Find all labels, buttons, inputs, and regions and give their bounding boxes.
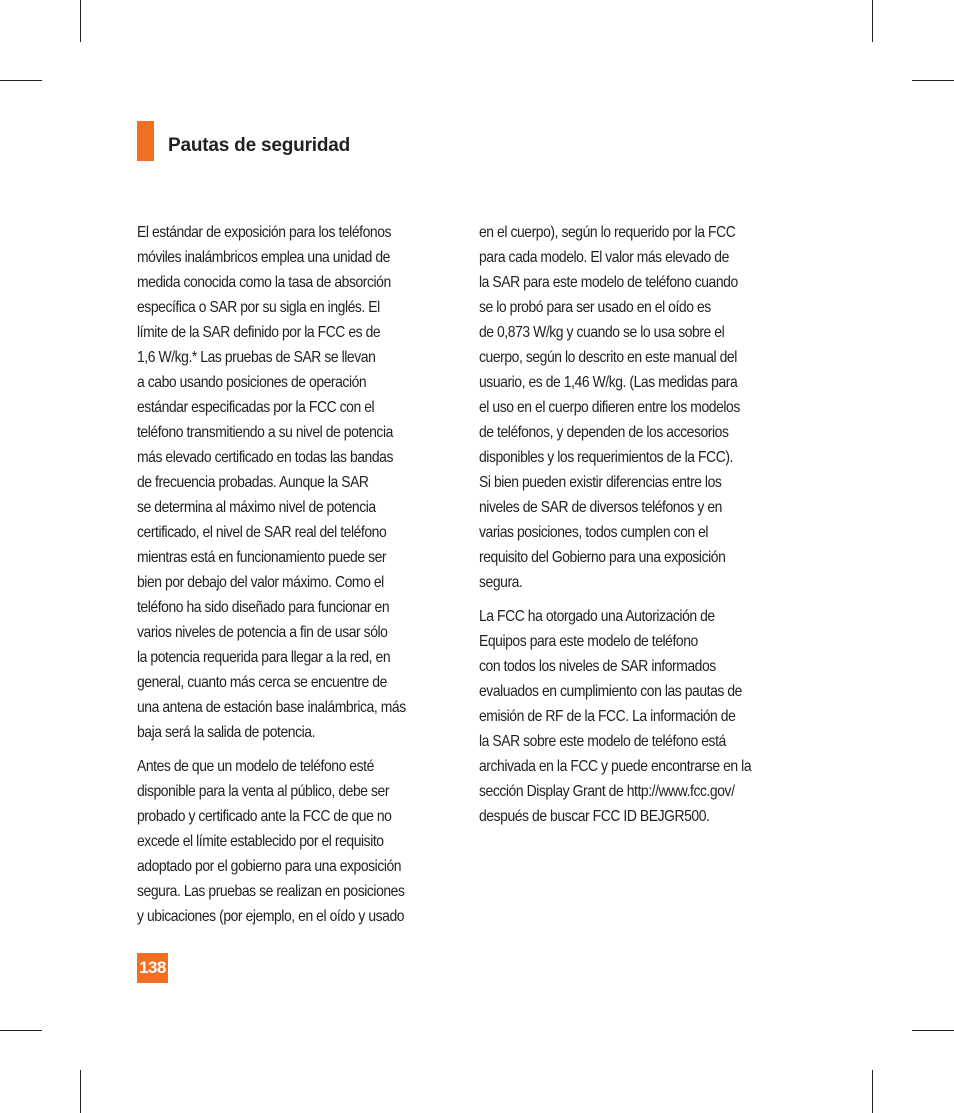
text-line: estándar especificadas por la FCC con el	[137, 399, 375, 416]
crop-mark	[872, 0, 873, 42]
text-line: Equipos para este modelo de teléfono	[479, 633, 698, 650]
text-line: de 0,873 W/kg y cuando se lo usa sobre el	[479, 324, 725, 341]
text-line: segura.	[479, 574, 523, 591]
text-line: específica o SAR por su sigla en inglés. El	[137, 299, 380, 316]
section-accent-bar	[137, 121, 154, 161]
text-line: emisión de RF de la FCC. La información de	[479, 708, 736, 725]
text-line: más elevado certificado en todas las bandas	[137, 449, 393, 466]
text-line: varias posiciones, todos cumplen con el	[479, 524, 709, 541]
text-line: a cabo usando posiciones de operación	[137, 374, 367, 391]
body-paragraph	[137, 220, 406, 745]
crop-mark	[80, 1070, 81, 1113]
text-line: sección Display Grant de http://www.fcc.gov/	[479, 783, 735, 800]
text-line: adoptado por el gobierno para una exposición	[137, 858, 402, 875]
text-line: una antena de estación base inalámbrica, más	[137, 699, 406, 716]
text-line: límite de la SAR definido por la FCC es de	[137, 324, 381, 341]
text-line: se determina al máximo nivel de potencia	[137, 499, 376, 516]
text-line: y ubicaciones (por ejemplo, en el oído y usado	[137, 908, 405, 925]
text-line: certificado, el nivel de SAR real del teléfono	[137, 524, 387, 541]
text-line: de teléfonos, y dependen de los accesorios	[479, 424, 729, 441]
page-number: 138	[137, 953, 168, 983]
section-title: Pautas de seguridad	[168, 135, 351, 156]
text-line: disponible para la venta al público, debe ser	[137, 783, 390, 800]
text-line: niveles de SAR de diversos teléfonos y en	[479, 499, 722, 516]
text-line: teléfono transmitiendo a su nivel de potencia	[137, 424, 393, 441]
text-line: se lo probó para ser usado en el oído es	[479, 299, 711, 316]
text-line: la SAR para este modelo de teléfono cuando	[479, 274, 738, 291]
text-line: cuerpo, según lo descrito en este manual del	[479, 349, 737, 366]
left-column	[137, 220, 446, 938]
text-line: 1,6 W/kg.* Las pruebas de SAR se llevan	[137, 349, 376, 366]
body-paragraph	[479, 220, 751, 595]
right-column	[479, 220, 792, 838]
text-line: requisito del Gobierno para una exposición	[479, 549, 726, 566]
text-line: segura. Las pruebas se realizan en posiciones	[137, 883, 405, 900]
crop-mark	[0, 1030, 42, 1031]
text-line: Si bien pueden existir diferencias entre los	[479, 474, 722, 491]
text-line: la SAR sobre este modelo de teléfono está	[479, 733, 726, 750]
text-line: disponibles y los requerimientos de la FCC).	[479, 449, 733, 466]
crop-mark	[0, 80, 42, 81]
text-line: mientras está en funcionamiento puede ser	[137, 549, 387, 566]
body-paragraph	[137, 754, 406, 929]
crop-mark	[912, 1030, 954, 1031]
text-line: móviles inalámbricos emplea una unidad de	[137, 249, 390, 266]
text-line: en el cuerpo), según lo requerido por la FCC	[479, 224, 736, 241]
text-line: Antes de que un modelo de teléfono esté	[137, 758, 374, 775]
text-line: El estándar de exposición para los teléfonos	[137, 224, 392, 241]
crop-mark	[872, 1070, 873, 1113]
text-line: baja será la salida de potencia.	[137, 724, 315, 741]
text-line: de frecuencia probadas. Aunque la SAR	[137, 474, 369, 491]
text-line: el uso en el cuerpo difieren entre los modelos	[479, 399, 740, 416]
text-line: bien por debajo del valor máximo. Como el	[137, 574, 384, 591]
body-paragraph	[479, 604, 751, 829]
text-line: excede el límite establecido por el requisito	[137, 833, 384, 850]
text-line: archivada en la FCC y puede encontrarse en la	[479, 758, 752, 775]
crop-mark	[80, 0, 81, 42]
text-line: La FCC ha otorgado una Autorización de	[479, 608, 715, 625]
text-line: la potencia requerida para llegar a la red, en	[137, 649, 391, 666]
text-line: medida conocida como la tasa de absorción	[137, 274, 391, 291]
text-line: con todos los niveles de SAR informados	[479, 658, 716, 675]
text-line: general, cuanto más cerca se encuentre de	[137, 674, 387, 691]
text-line: evaluados en cumplimiento con las pautas de	[479, 683, 742, 700]
text-line: después de buscar FCC ID BEJGR500.	[479, 808, 710, 825]
text-line: varios niveles de potencia a fin de usar sólo	[137, 624, 388, 641]
text-line: usuario, es de 1,46 W/kg. (Las medidas para	[479, 374, 738, 391]
crop-mark	[912, 80, 954, 81]
text-line: probado y certificado ante la FCC de que no	[137, 808, 392, 825]
text-line: para cada modelo. El valor más elevado de	[479, 249, 729, 266]
text-line: teléfono ha sido diseñado para funcionar en	[137, 599, 390, 616]
